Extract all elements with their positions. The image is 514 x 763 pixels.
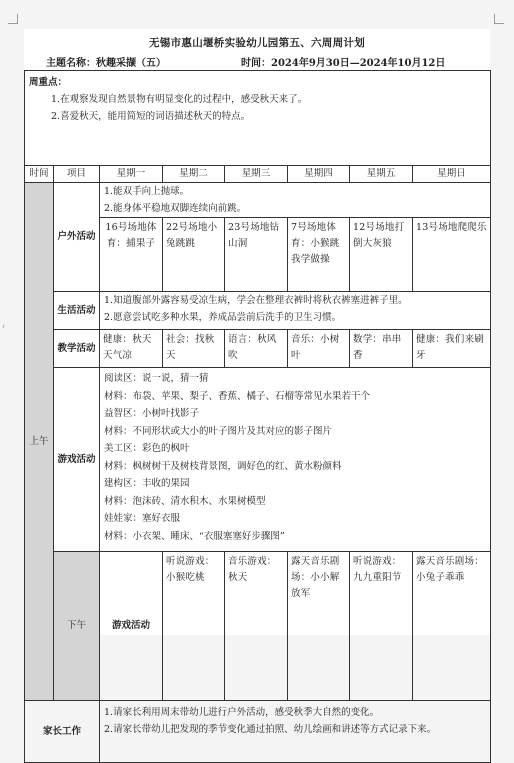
goal-item: 2.喜爱秋天，能用简短的词语描述秋天的特点。 — [51, 111, 251, 122]
outdoor-wednesday: 23号场地钻山洞 — [225, 218, 288, 292]
time-label: 时间：2024年9月30日—2024年10月12日 — [241, 58, 446, 69]
teaching-thursday: 音乐：小树叶 — [288, 330, 350, 368]
theme-label: 主题名称：秋趣采撷（五） — [46, 58, 166, 69]
header-monday: 星期一 — [100, 166, 163, 183]
game-line: 益智区：小树叶找影子 — [104, 408, 200, 419]
outdoor-goals — [100, 183, 491, 218]
outdoor-label: 户外活动 — [54, 183, 100, 292]
teaching-friday: 数学：串串香 — [350, 330, 413, 368]
parents-item: 2.请家长带幼儿把发现的季节变化通过拍照、幼儿绘画和讲述等方式记录下来。 — [104, 724, 437, 735]
teaching-tuesday: 社会：找秋天 — [163, 330, 225, 368]
parents-item: 1.请家长利用周末带幼儿进行户外活动，感受秋季大自然的变化。 — [104, 707, 380, 718]
teaching-wednesday: 语言：秋风吹 — [225, 330, 288, 368]
game-line: 材料：枫树树干及树枝背景图，调好色的红、黄水粉颜料 — [104, 460, 342, 472]
game-line: 材料：不同形状或大小的叶子图片及其对应的影子图片 — [104, 425, 333, 437]
week-goals — [25, 71, 491, 166]
page-corner-mark — [494, 14, 504, 24]
games-label: 游戏活动 — [54, 368, 100, 552]
game-line: 材料：泡沫砖、清水积木、水果树模型 — [104, 495, 266, 507]
afternoon-monday: 听说游戏：小猴吃桃 — [163, 552, 225, 701]
game-line: 阅读区：说一说，猜一猜 — [104, 373, 209, 384]
life-item: 2.愿意尝试吃多种水果，养成品尝前后洗手的卫生习惯。 — [104, 312, 342, 323]
afternoon-wednesday: 露天音乐剧场：小小解放军 — [288, 552, 350, 701]
outdoor-sunday: 13号场地爬爬乐 — [413, 218, 491, 292]
header-wednesday: 星期三 — [225, 166, 288, 183]
goals-heading: 周重点： — [29, 77, 68, 88]
afternoon-label: 下午 — [54, 552, 100, 701]
header-thursday: 星期四 — [288, 166, 350, 183]
outdoor-tuesday: 22号场地小兔跳跳 — [163, 218, 225, 292]
outdoor-friday: 12号场地打倒大灰狼 — [350, 218, 413, 292]
collapse-arrow-icon[interactable]: ‹ — [2, 322, 6, 331]
teaching-sunday: 健康：我们来刷牙 — [413, 330, 491, 368]
afternoon-tuesday: 音乐游戏：秋天 — [225, 552, 288, 701]
header-friday: 星期五 — [350, 166, 413, 183]
header-time: 时间 — [25, 166, 54, 183]
goal-item: 1.在观察发现自然景物有明显变化的过程中，感受秋天来了。 — [51, 94, 308, 105]
outdoor-goal: 1.能双手向上抛球。 — [104, 186, 190, 197]
header-tuesday: 星期二 — [163, 166, 225, 183]
teaching-label: 教学活动 — [54, 330, 100, 368]
outdoor-monday: 16号场地体育：捕果子 — [100, 218, 163, 292]
page-corner-mark — [8, 14, 18, 24]
header-sunday: 星期日 — [413, 166, 491, 183]
header-item: 项目 — [54, 166, 100, 183]
game-line: 美工区：彩色的枫叶 — [104, 443, 190, 454]
game-line: 材料：小衣架、睡床、“衣服塞塞好步骤图” — [104, 530, 285, 542]
parents-label: 家长工作 — [25, 701, 100, 763]
game-line: 娃娃家：塞好衣服 — [104, 513, 181, 524]
document-page — [24, 29, 490, 737]
game-line: 建构区：丰收的果园 — [104, 478, 190, 489]
outdoor-goal: 2.能身体平稳地双脚连续向前跳。 — [104, 203, 247, 214]
teaching-monday: 健康：秋天天气凉 — [100, 330, 163, 368]
afternoon-games-label: 游戏活动 — [100, 552, 163, 701]
weekly-plan-table — [24, 70, 491, 763]
game-areas — [100, 368, 491, 552]
life-label: 生活活动 — [54, 292, 100, 330]
game-line: 材料：布袋、苹果、梨子、香蕉、橘子、石榴等常见水果若干个 — [104, 390, 371, 402]
life-items — [100, 292, 491, 330]
parents-items — [100, 701, 491, 763]
life-item: 1.知道腹部外露容易受凉生病，学会在整理衣裤时将秋衣裤塞进裤子里。 — [104, 295, 408, 306]
morning-label: 上午 — [25, 183, 54, 701]
afternoon-friday: 露天音乐剧场：小兔子乖乖 — [413, 552, 491, 701]
document-title: 无锡市惠山堰桥实验幼儿园第五、六周周计划 — [149, 37, 365, 49]
outdoor-thursday: 7号场地体育：小猴跳我学做操 — [288, 218, 350, 292]
afternoon-thursday: 听说游戏：九九重阳节 — [350, 552, 413, 701]
